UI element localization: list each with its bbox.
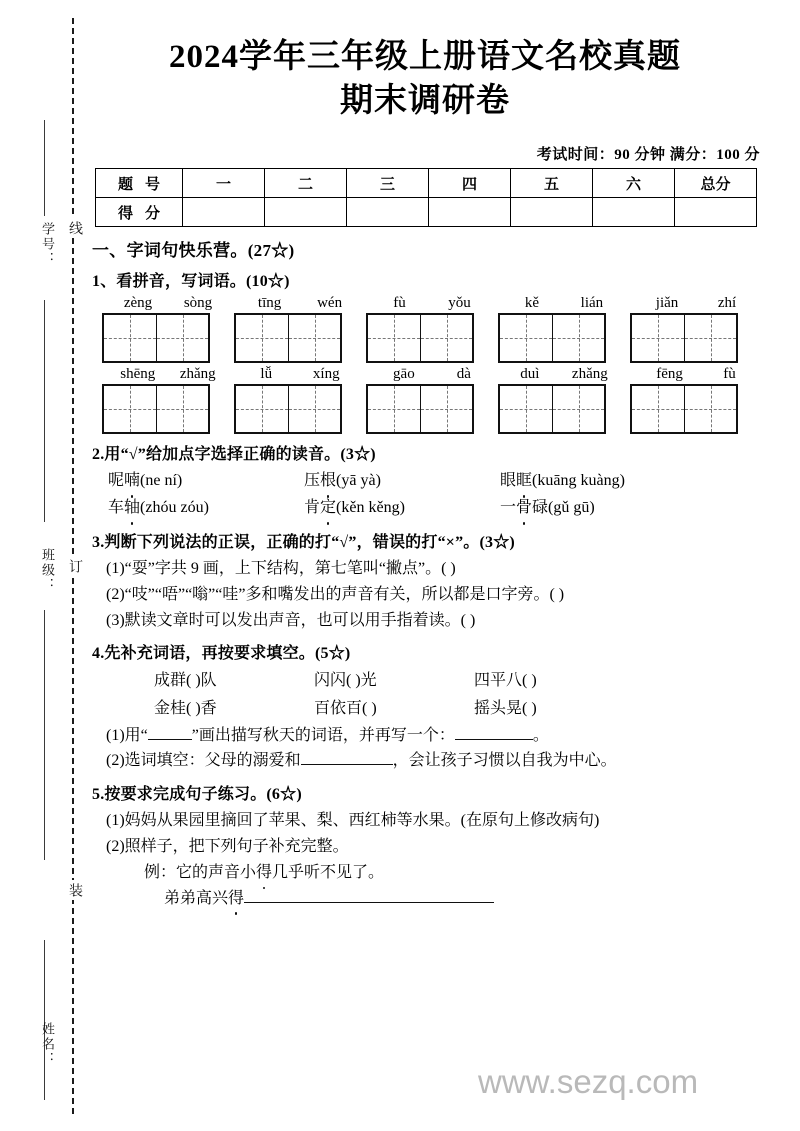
question-5-item-1[interactable]: (1)妈妈从果园里摘回了苹果、梨、西红柿等水果。(在原句上修改病句) [106, 812, 600, 830]
word-prefix: 肯 [304, 498, 321, 516]
sub-1-middle: ”画出描写秋天的词语，并再写一个： [191, 726, 455, 744]
writing-grid-pair[interactable] [234, 313, 366, 363]
answer-blank[interactable] [301, 764, 393, 765]
pinyin-row-1 [92, 295, 762, 312]
score-cell-1[interactable] [183, 198, 265, 227]
title-line-1: 2024学年三年级上册语文名校真题 [169, 39, 681, 75]
pinyin-group-5 [630, 295, 762, 312]
writing-grid-pair[interactable] [366, 384, 498, 434]
tianzige-cell[interactable] [104, 386, 156, 432]
tianzige-cell[interactable] [552, 386, 604, 432]
exam-info: 考试时间：90 分钟 满分：100 分 [536, 147, 760, 163]
pinyin-options: (ne ní) [140, 472, 183, 489]
question-3-item-3[interactable]: (3)默读文章时可以发出声音，也可以用手指着读。( ) [106, 611, 476, 629]
pinyin-group-10 [630, 366, 762, 383]
tianzige-cell[interactable] [288, 386, 340, 432]
writing-grid-pair[interactable] [234, 384, 366, 434]
pinyin-syllable: fēng [656, 366, 683, 382]
binding-mark-bind: 订 [64, 556, 84, 576]
pinyin-options: 碌(gǔ gū) [532, 498, 595, 516]
pinyin-syllable: jiǎn [655, 295, 679, 311]
writing-grid-pair[interactable] [102, 384, 234, 434]
pronunciation-choice-item[interactable] [500, 468, 696, 495]
score-table-col-total: 总分 [675, 169, 757, 198]
binding-rule-3 [44, 610, 45, 860]
idiom-blank-item[interactable]: 闪闪( )光 [314, 672, 377, 690]
answer-prefix: 弟弟高兴 [164, 890, 229, 908]
answer-blank[interactable] [244, 902, 494, 903]
pinyin-syllable: fù [393, 295, 406, 311]
question-4-sub-2 [106, 748, 762, 774]
dotted-character: 得 [256, 860, 272, 886]
pinyin-group-9 [498, 366, 630, 383]
tianzige-cell[interactable] [684, 315, 736, 361]
question-3-item-2[interactable]: (2)“吱”“唔”“嗡”“哇”多和嘴发出的声音有关，所以都是口字旁。( ) [106, 585, 565, 603]
word-prefix: 呢 [108, 472, 125, 489]
section-1-heading: 一、字词句快乐营。(27☆) [92, 241, 295, 260]
pinyin-syllable: dà [456, 366, 471, 382]
pinyin-syllable: lǚ [260, 366, 273, 382]
tianzige-cell[interactable] [236, 315, 288, 361]
idiom-blank-item[interactable]: 成群( )队 [154, 672, 217, 690]
pinyin-group-4 [498, 295, 630, 312]
score-table-col-3: 三 [347, 169, 429, 198]
score-cell-6[interactable] [593, 198, 675, 227]
tianzige-cell[interactable] [368, 315, 420, 361]
tianzige-cell[interactable] [500, 386, 552, 432]
pinyin-syllable: zhǎng [571, 366, 608, 382]
pinyin-syllable: zèng [123, 295, 153, 311]
sub-2-end: ，会让孩子习惯以自我为中心。 [392, 752, 617, 770]
question-3-item-1[interactable]: (1)“耍”字共 9 画，上下结构，第七笔叫“撇点”。( ) [106, 559, 456, 577]
tianzige-cell[interactable] [420, 315, 472, 361]
idiom-row-2 [92, 695, 762, 723]
writing-grid-pair[interactable] [498, 384, 630, 434]
dotted-character: 眶 [516, 468, 532, 495]
question-4-heading: 4.先补充词语，再按要求填空。(5☆) [92, 645, 351, 663]
idiom-blank-item[interactable]: 金桂( )香 [154, 699, 217, 717]
writing-grid-row-1 [92, 313, 762, 363]
dotted-character: 定 [320, 495, 336, 522]
score-table-col-2: 二 [265, 169, 347, 198]
pinyin-syllable: xíng [312, 366, 340, 382]
tianzige-cell[interactable] [104, 315, 156, 361]
writing-grid-pair[interactable] [102, 313, 234, 363]
pinyin-syllable: sòng [183, 295, 213, 311]
question-5-heading: 5.按要求完成句子练习。(6☆) [92, 786, 302, 804]
pinyin-group-7 [234, 366, 366, 383]
tianzige-cell[interactable] [236, 386, 288, 432]
tianzige-cell[interactable] [500, 315, 552, 361]
tianzige-cell[interactable] [420, 386, 472, 432]
pronunciation-choice-row-2 [92, 495, 762, 522]
score-table-row-header-question: 题号 [96, 169, 183, 198]
score-table-row-header-score: 得分 [96, 198, 183, 227]
sub-1-prefix: (1)用“ [106, 726, 148, 744]
score-cell-total[interactable] [675, 198, 757, 227]
tianzige-cell[interactable] [156, 315, 208, 361]
pronunciation-choice-item[interactable] [108, 495, 304, 522]
score-cell-2[interactable] [265, 198, 347, 227]
score-table [95, 168, 757, 227]
tianzige-cell[interactable] [368, 386, 420, 432]
table-row-scores [96, 198, 757, 227]
sub-2-prefix: (2)选词填空：父母的溺爱和 [106, 752, 301, 770]
pinyin-syllable: kě [524, 295, 539, 311]
pinyin-group-8 [366, 366, 498, 383]
example-prefix: 例：它的声音小 [144, 864, 257, 882]
question-1-heading: 1、看拼音，写词语。(10☆) [92, 273, 290, 290]
pinyin-group-6 [102, 366, 234, 383]
sub-1-end: 。 [532, 726, 549, 744]
binding-rule-2 [44, 300, 45, 522]
example-suffix: 几乎听不见了。 [272, 864, 385, 882]
binding-mark-seal: 装 [64, 880, 84, 900]
page-title [95, 36, 755, 123]
question-5-answer-line [164, 886, 762, 912]
pronunciation-choice-item[interactable] [108, 468, 304, 495]
word-prefix: 车 [108, 498, 125, 516]
watermark: www.sezq.com [478, 1063, 699, 1100]
pinyin-syllable: duì [520, 366, 540, 382]
score-cell-4[interactable] [429, 198, 511, 227]
pinyin-row-2 [92, 366, 762, 383]
pinyin-options: (kuāng kuàng) [532, 472, 625, 489]
writing-grid-pair[interactable] [498, 313, 630, 363]
pinyin-syllable: zhí [717, 295, 737, 311]
writing-grid-pair[interactable] [366, 313, 498, 363]
word-prefix: 一 [500, 498, 517, 516]
writing-grid-pair[interactable] [630, 384, 762, 434]
tianzige-cell[interactable] [552, 315, 604, 361]
tianzige-cell[interactable] [684, 386, 736, 432]
question-2-heading: 2.用“√”给加点字选择正确的读音。(3☆) [92, 446, 376, 463]
binding-rule-1 [44, 120, 45, 216]
dotted-character: 根 [320, 468, 336, 495]
pinyin-syllable: tīng [257, 295, 282, 311]
score-table-col-4: 四 [429, 169, 511, 198]
exam-content [92, 236, 762, 912]
question-5-example [144, 860, 762, 886]
question-5-item-2: (2)照样子，把下列句子补充完整。 [106, 838, 349, 856]
pronunciation-choice-item[interactable] [304, 468, 500, 495]
answer-blank[interactable] [455, 739, 533, 740]
underline-blank-inline[interactable] [148, 739, 192, 740]
idiom-blank-item[interactable]: 摇头晃( ) [474, 699, 537, 717]
question-4-sub-1 [106, 723, 762, 749]
word-prefix: 压 [304, 472, 321, 489]
pinyin-options: (kěn kěng) [336, 498, 405, 516]
pinyin-syllable: yǒu [448, 295, 471, 311]
pronunciation-choice-item[interactable] [500, 495, 696, 522]
pinyin-options: (zhóu zóu) [140, 498, 209, 516]
pinyin-options: (yā yà) [336, 472, 381, 489]
score-table-col-1: 一 [183, 169, 265, 198]
margin-label-student-number: 学号： [40, 222, 55, 267]
writing-grid-row-2 [92, 384, 762, 434]
pinyin-syllable: wén [317, 295, 343, 311]
pinyin-group-1 [102, 295, 234, 312]
binding-rule-4 [44, 940, 45, 1100]
title-line-2: 期末调研卷 [340, 82, 510, 119]
idiom-row-1 [92, 667, 762, 695]
writing-grid-pair[interactable] [630, 313, 762, 363]
pinyin-syllable: shēng [120, 366, 156, 382]
word-prefix: 眼 [500, 472, 517, 489]
binding-mark-line: 线 [64, 218, 84, 238]
pinyin-group-2 [234, 295, 366, 312]
dotted-character: 骨 [516, 495, 532, 522]
pinyin-syllable: gāo [393, 366, 415, 382]
margin-label-name: 姓名： [40, 1022, 55, 1067]
pinyin-group-3 [366, 295, 498, 312]
pinyin-syllable: zhǎng [179, 366, 216, 382]
pronunciation-choice-item[interactable] [304, 495, 500, 522]
idiom-blank-item[interactable]: 百依百( ) [314, 699, 377, 717]
score-table-col-5: 五 [511, 169, 593, 198]
dotted-character: 喃 [124, 468, 140, 495]
pinyin-syllable: lián [580, 295, 604, 311]
dotted-character: 得 [228, 886, 244, 912]
question-3-heading: 3.判断下列说法的正误，正确的打“√”，错误的打“×”。(3☆) [92, 533, 515, 551]
margin-label-class: 班级： [40, 548, 55, 593]
idiom-blank-item[interactable]: 四平八( ) [474, 672, 537, 690]
tianzige-cell[interactable] [632, 315, 684, 361]
tianzige-cell[interactable] [632, 386, 684, 432]
pronunciation-choice-row-1 [92, 468, 762, 495]
score-table-col-6: 六 [593, 169, 675, 198]
tianzige-cell[interactable] [288, 315, 340, 361]
table-row-question-numbers [96, 169, 757, 198]
pinyin-syllable: fù [723, 366, 736, 382]
score-cell-5[interactable] [511, 198, 593, 227]
tianzige-cell[interactable] [156, 386, 208, 432]
dotted-character: 轴 [124, 495, 140, 522]
score-cell-3[interactable] [347, 198, 429, 227]
